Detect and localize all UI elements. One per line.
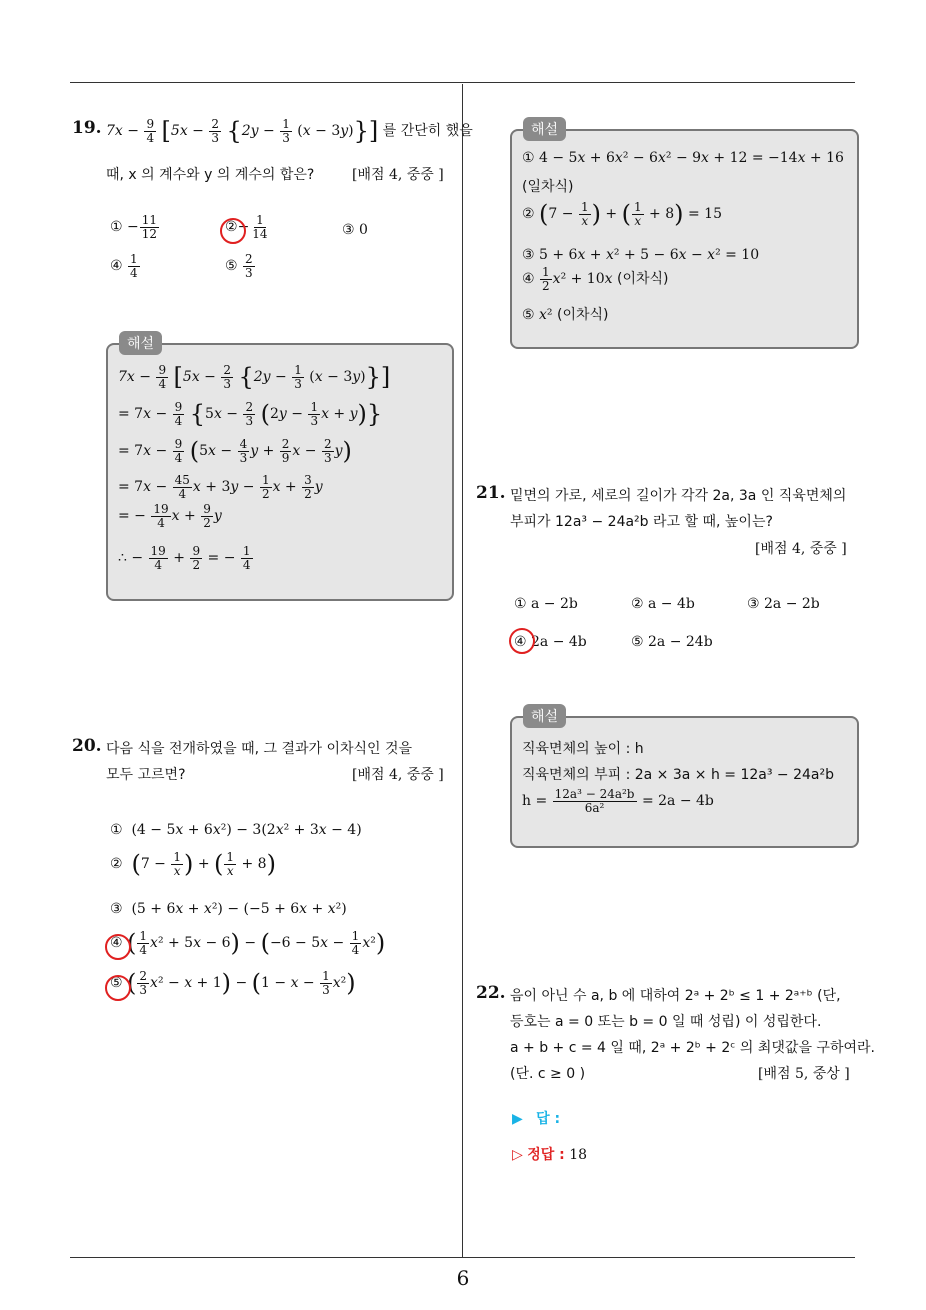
q21-option-3[interactable]: ③ 2a − 2b — [747, 596, 820, 612]
q19-solution-tag: 해설 — [119, 331, 162, 355]
question-22-line3: a + b + c = 4 일 때, 2ᵃ + 2ᵇ + 2ᶜ 의 최댓값을 구하여라. — [510, 1040, 875, 1056]
q22-answer-row[interactable] — [512, 1108, 560, 1128]
q19-option-1[interactable]: ① − $\frac{11}{12}$ — [110, 213, 158, 241]
question-22-number: 22. — [476, 983, 506, 1003]
q21-solution-tag: 해설 — [523, 704, 566, 728]
question-21-line2: 부피가 12a³ − 24a²b 라고 할 때, 높이는? — [510, 514, 773, 530]
q20-solution-line-1: ① 4 − 5x + 6x² − 6x² − 9x + 12 = −14x + 16 — [522, 150, 844, 166]
q21-solution-line-2: 직육면체의 부피 : 2a × 3a × h = 12a³ − 24a²b — [522, 767, 835, 783]
column-divider — [462, 84, 463, 1257]
question-20-score: [배점 4, 중중 ] — [352, 767, 444, 783]
question-19-text: 를 간단히 했을 — [382, 123, 473, 139]
q19-solution-line-3: = 7x − $\frac{9}{4}$ (5x − $\frac{4}{3}$ y + $\frac{2}{9}$ x − $\frac{2}{3}$ y) — [118, 436, 352, 465]
question-21-score: [배점 4, 중중 ] — [755, 541, 847, 557]
q20-solution-tag: 해설 — [523, 117, 566, 141]
q19-selected-circle — [220, 218, 246, 244]
q22-correct-value: 18 — [569, 1147, 588, 1163]
q19-option-5[interactable]: ⑤ $\frac{2}{3}$ — [225, 252, 253, 280]
question-22-line2: 등호는 a = 0 또는 b = 0 일 때 성립) 이 성립한다. — [510, 1014, 822, 1030]
q19-solution-line-5: = − $\frac{19}{4}$ x + $\frac{9}{2}$ y — [118, 502, 222, 530]
q20-option-3[interactable]: ③ (5 + 6x + x²) − (−5 + 6x + x²) — [110, 901, 347, 917]
q20-solution-line-2: ② (7 − $\frac{1}{x}$ ) + ( $\frac{1}{x}$ + 8) = 15 — [522, 199, 722, 228]
question-19-expression: 7x − $\frac{9}{4}$ [5x − $\frac{2}{3}$ {2y − $\frac{1}{3}$ (x − 3y)}] 를 간단히 했을 — [106, 116, 473, 145]
open-triangle-icon: ▷ — [512, 1147, 523, 1163]
question-19-line2: 때, x 의 계수와 y 의 계수의 합은? — [106, 167, 315, 183]
q20-solution-line-3: ③ 5 + 6x + x² + 5 − 6x − x² = 10 — [522, 247, 760, 263]
q20-solution-line-4: ④ $\frac{1}{2}$ x² + 10x (이차식) — [522, 265, 669, 293]
question-20-number: 20. — [72, 736, 102, 756]
q20-selected-circle-4 — [105, 934, 131, 960]
q19-option-2[interactable]: ②− $\frac{1}{14}$ — [225, 213, 268, 241]
q20-selected-circle-5 — [105, 975, 131, 1001]
question-19-score: [배점 4, 중중 ] — [352, 167, 444, 183]
q22-correct-row — [512, 1144, 587, 1164]
q21-solution-line-1: 직육면체의 높이 : h — [522, 741, 644, 757]
q20-option-1[interactable]: ① (4 − 5x + 6x²) − 3(2x² + 3x − 4) — [110, 822, 362, 838]
bottom-rule — [70, 1257, 855, 1258]
q21-option-5[interactable]: ⑤ 2a − 24b — [631, 634, 713, 650]
q22-answer-label: 답 : — [536, 1111, 561, 1127]
question-22-line4: (단. c ≥ 0 ) — [510, 1066, 586, 1082]
q20-solution-line-5: ⑤ x² (이차식) — [522, 307, 609, 323]
q20-option-5[interactable]: ⑤ ( $\frac{2}{3}$ x² − x + 1) − (1 − x − $\frac{1}{3}$ x²) — [110, 968, 356, 997]
q19-solution-line-1: 7x − $\frac{9}{4}$ [5x − $\frac{2}{3}$ {2y − $\frac{1}{3}$ (x − 3y)}] — [118, 362, 391, 391]
top-rule — [70, 82, 855, 83]
q19-solution-line-4: = 7x − $\frac{45}{4}$ x + 3y − $\frac{1}{2}$ x + $\frac{3}{2}$ y — [118, 473, 323, 501]
question-20-line1: 다음 식을 전개하였을 때, 그 결과가 이차식인 것을 — [106, 741, 413, 757]
question-21-number: 21. — [476, 483, 506, 503]
q21-selected-circle — [509, 628, 535, 654]
question-21-line1: 밑면의 가로, 세로의 길이가 각각 2a, 3a 인 직육면체의 — [510, 488, 847, 504]
q19-option-4[interactable]: ④ $\frac{1}{4}$ — [110, 252, 138, 280]
q22-correct-label: 정답 : — [527, 1147, 565, 1163]
q20-option-4[interactable]: ④ ( $\frac{1}{4}$ x² + 5x − 6) − (−6 − 5x − $\frac{1}{4}$ x²) — [110, 928, 386, 957]
q19-solution-line-2: = 7x − $\frac{9}{4}$ {5x − $\frac{2}{3}$ (2y − $\frac{1}{3}$ x + y)} — [118, 399, 383, 428]
solid-triangle-icon: ▶ — [512, 1111, 523, 1127]
q21-option-2[interactable]: ② a − 4b — [631, 596, 695, 612]
q20-option-2[interactable]: ② (7 − $\frac{1}{x}$ ) + ( $\frac{1}{x}$ + 8) — [110, 849, 276, 878]
page-number: 6 — [456, 1266, 470, 1290]
question-19-number: 19. — [72, 118, 102, 138]
q21-solution-line-3: h = $\frac{\text{12a³ − 24a²b}}{\text{6a²}}$ = 2a − 4b — [522, 787, 714, 815]
q20-solution-line-1b: (일차식) — [522, 179, 574, 195]
question-22-line1: 음이 아닌 수 a, b 에 대하여 2ᵃ + 2ᵇ ≤ 1 + 2ᵃ⁺ᵇ (단, — [510, 988, 841, 1004]
question-22-score: [배점 5, 중상 ] — [758, 1066, 850, 1082]
q19-option-3[interactable]: ③ 0 — [342, 222, 368, 238]
question-20-line2: 모두 고르면? — [106, 767, 186, 783]
q21-option-4[interactable]: ④ 2a − 4b — [514, 634, 587, 650]
q21-option-1[interactable]: ① a − 2b — [514, 596, 578, 612]
q19-solution-line-6: ∴ − $\frac{19}{4}$ + $\frac{9}{2}$ = − $\frac{1}{4}$ — [118, 544, 251, 572]
